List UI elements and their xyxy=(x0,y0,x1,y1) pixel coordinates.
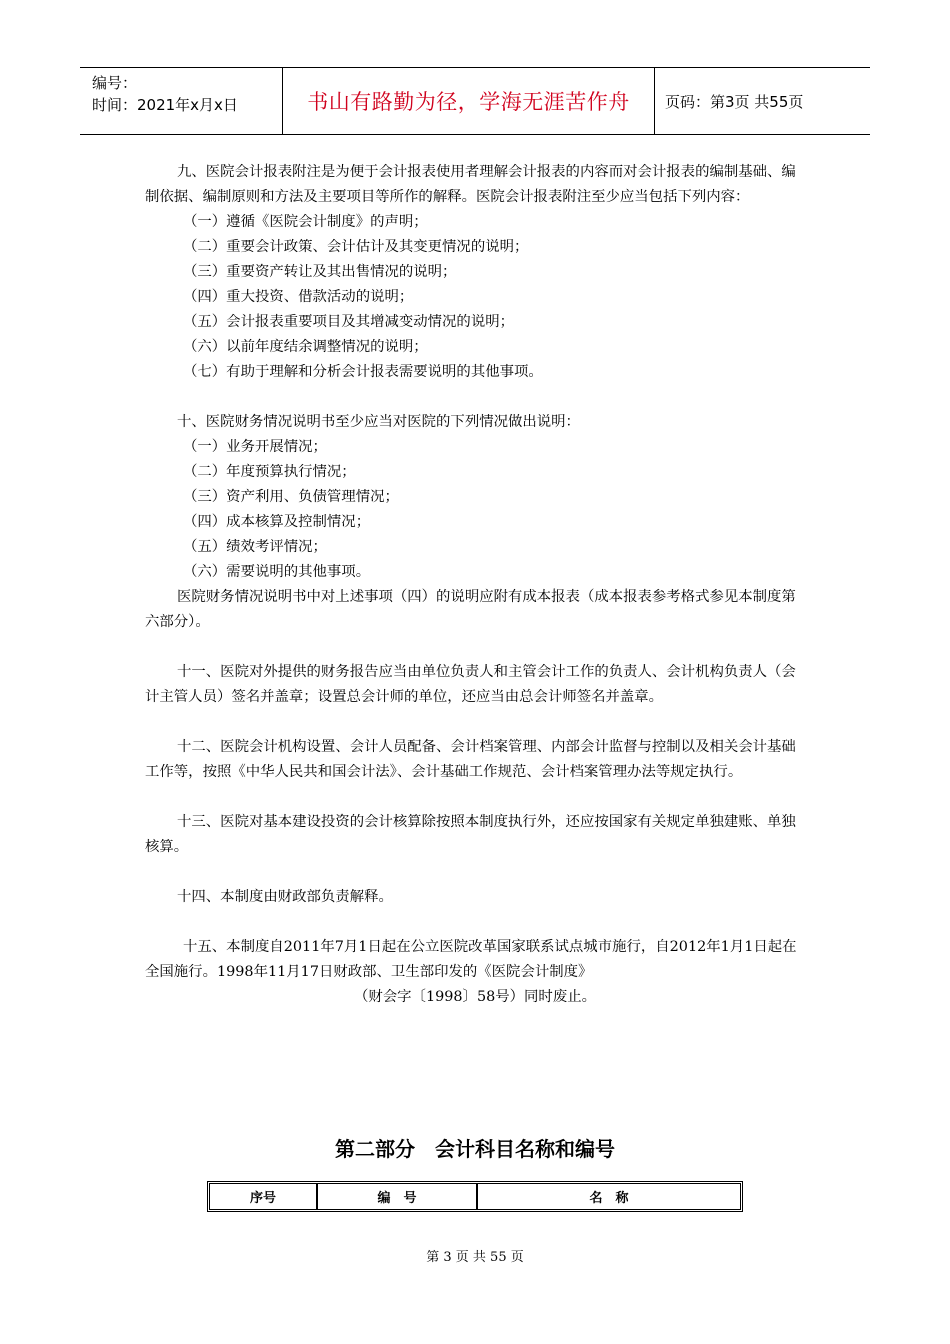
list-item: （七）有助于理解和分析会计报表需要说明的其他事项。 xyxy=(183,364,543,380)
list-item: （五）会计报表重要项目及其增减变动情况的说明； xyxy=(183,314,514,330)
part-title: 第二部分 会计科目名称和编号 xyxy=(335,1137,615,1161)
header-motto: 书山有路勤为径，学海无涯苦作舟 xyxy=(282,68,655,134)
column-header-code: 编 号 xyxy=(318,1184,478,1209)
list-item: （四）成本核算及控制情况； xyxy=(183,514,371,530)
list-item: （三）重要资产转让及其出售情况的说明； xyxy=(183,264,457,280)
list-item: （二）年度预算执行情况； xyxy=(183,464,356,480)
list-item: （四）重大投资、借款活动的说明； xyxy=(183,289,414,305)
list-item: （一）业务开展情况； xyxy=(183,439,327,455)
list-item: （三）资产利用、负债管理情况； xyxy=(183,489,399,505)
paragraph-11: 十一、医院对外提供的财务报告应当由单位负责人和主管会计工作的负责人、会计机构负责人（会计主管人员）签名并盖章；设置总会计师的单位，还应当由总会计师签名并盖章。 xyxy=(145,664,796,705)
paragraph-10: 十、医院财务情况说明书至少应当对医院的下列情况做出说明： xyxy=(177,414,580,430)
header-number: 编号： xyxy=(92,74,138,92)
paragraph-9: 九、医院会计报表附注是为便于会计报表使用者理解会计报表的内容而对会计报表的编制基础、编制依据、编制原则和方法及主要项目等所作的解释。医院会计报表附注至少应当包括下列内容： xyxy=(145,164,796,205)
paragraph-14: 十四、本制度由财政部负责解释。 xyxy=(177,889,393,905)
paragraph-15: 十五、本制度自2011年7月1日起在公立医院改革国家联系试点城市施行，自2012年1月1日起在全国施行。1998年11月17日财政部、卫生部印发的《医院会计制度》 xyxy=(145,939,797,980)
list-item: （五）绩效考评情况； xyxy=(183,539,327,555)
page-header xyxy=(80,67,870,135)
list-item: （六）以前年度结余调整情况的说明； xyxy=(183,339,428,355)
page-footer: 第 3 页 共 55 页 xyxy=(426,1250,524,1265)
list-item: （六）需要说明的其他事项。 xyxy=(183,564,371,580)
column-header-index: 序号 xyxy=(210,1184,318,1209)
paragraph-15-end: （财会字〔1998〕58号）同时废止。 xyxy=(353,989,596,1005)
document-body xyxy=(145,160,805,1010)
header-page-info: 页码：第3页 共55页 xyxy=(665,92,804,111)
column-header-name: 名 称 xyxy=(589,1191,629,1206)
account-table-header xyxy=(207,1181,743,1212)
paragraph-13: 十三、医院对基本建设投资的会计核算除按照本制度执行外，还应按国家有关规定单独建账、单独核算。 xyxy=(145,814,796,855)
paragraph-10-note: 医院财务情况说明书中对上述事项（四）的说明应附有成本报表（成本报表参考格式参见本制度第六部分）。 xyxy=(145,589,796,630)
header-time: 时间：2021年x月x日 xyxy=(92,96,238,114)
list-item: （一）遵循《医院会计制度》的声明； xyxy=(183,214,428,230)
header-meta xyxy=(80,68,282,134)
list-item: （二）重要会计政策、会计估计及其变更情况的说明； xyxy=(183,239,529,255)
paragraph-12: 十二、医院会计机构设置、会计人员配备、会计档案管理、内部会计监督与控制以及相关会计基础工作等，按照《中华人民共和国会计法》、会计基础工作规范、会计档案管理办法等规定执行。 xyxy=(145,739,796,780)
